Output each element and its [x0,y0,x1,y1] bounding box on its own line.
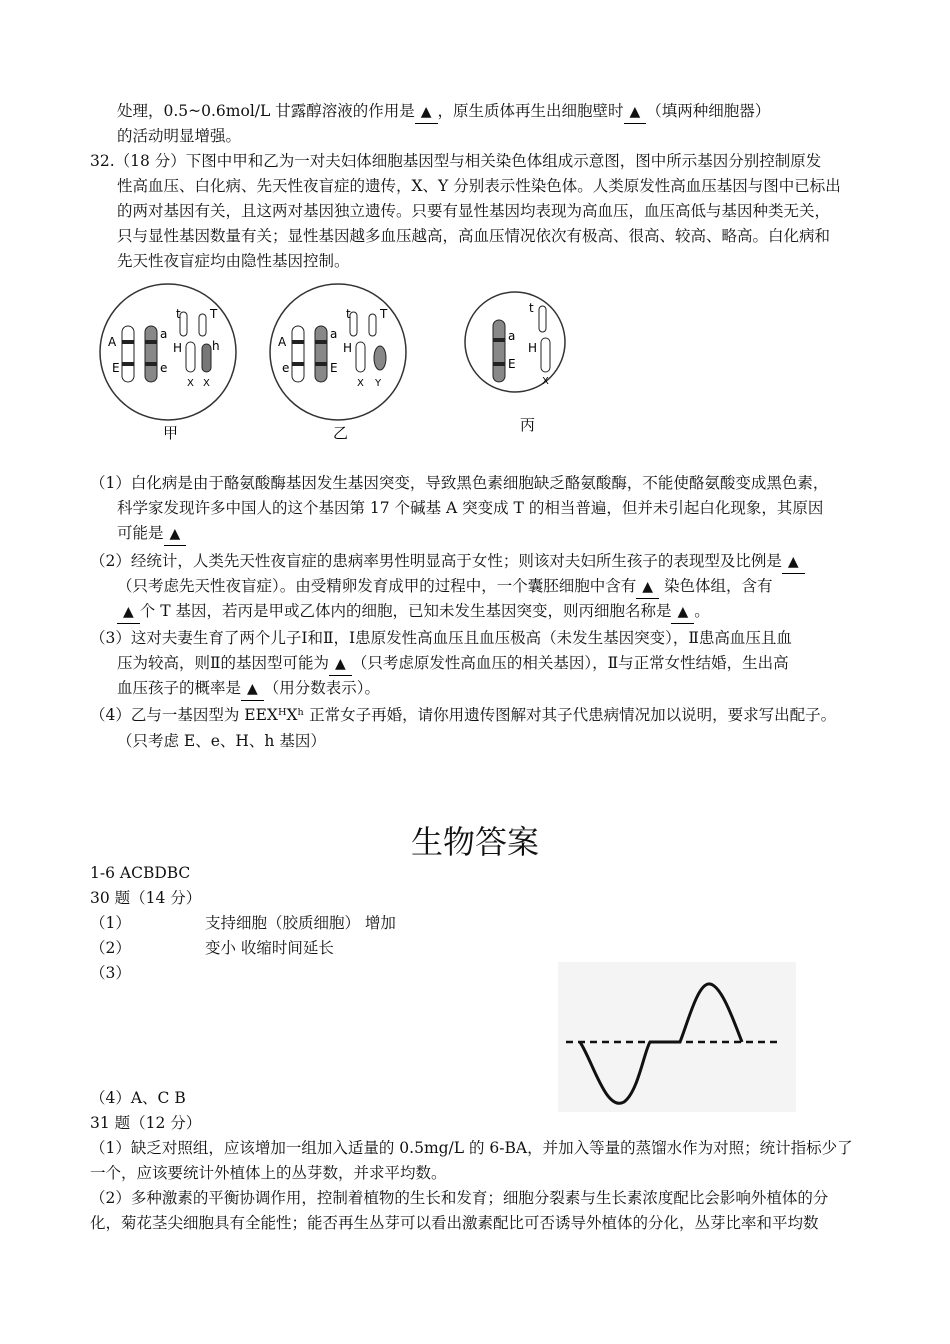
svg-text:X: X [542,376,549,387]
svg-text:H: H [528,341,538,355]
text-run: （只考虑原发性高血压的相关基因），Ⅱ与正常女性结婚，生出高 [351,654,789,672]
text-line [90,150,821,172]
svg-text:E: E [330,361,338,375]
text-line [90,962,131,984]
text-line [117,730,326,752]
text-run: 只与显性基因数量有关；显性基因越多血压越高，高血压情况依次有极高、很高、较高、略高。白化病和 [117,227,831,245]
text-run: （4）A、C B [90,1089,186,1107]
text-run: 30 题（14 分） [90,889,202,907]
svg-text:t: t [529,301,534,315]
text-run: 32.（18 分）下图中甲和乙为一对夫妇体细胞基因型与相关染色体组成示意图，图中所示基因分别控制原发 [90,152,822,170]
text-run: （2） [90,939,131,957]
answer-blank: ▲ [241,678,264,701]
text-run: 的两对基因有关，且这两对基因独立遗传。只要有显性基因均表现为高血压，血压高低与基因种类无关， [117,202,831,220]
text-run: 的活动明显增强。 [117,127,242,145]
text-run: （4）乙与一基因型为 EEXᴴXʰ 正常女子再婚，请你用遗传图解对其子代患病情况加以说明，要求写出配子。 [90,706,837,724]
svg-text:E: E [112,361,120,375]
svg-text:E: E [508,357,516,371]
answer-blank: ▲ [671,601,694,624]
svg-text:e: e [160,361,168,375]
svg-text:a: a [508,329,516,343]
text-run: 一个，应该要统计外植体上的丛芽数，并求平均数。 [90,1164,447,1182]
text-run: （2）经统计，人类先天性夜盲症的患病率男性明显高于女性；则该对夫妇所生孩子的表现型及比例是 [90,552,782,570]
text-run: 压为较高，则Ⅱ的基因型可能为 [117,654,330,672]
text-run: （填两种细胞器） [646,102,771,120]
text-line [117,497,823,519]
answer-title: 生物答案 [410,823,539,861]
svg-text:t: t [346,307,351,321]
chromosome-diagram [0,280,600,450]
text-line [117,125,241,147]
text-line [90,937,131,959]
text-line [90,912,131,934]
cell-bing [465,292,565,434]
svg-text:X: X [203,378,210,389]
text-line [90,887,201,909]
text-run: （2）多种激素的平衡协调作用，控制着植物的生长和发育；细胞分裂素与生长素浓度配比会影响外植体的分 [90,1189,829,1207]
text-run: （1）白化病是由于酪氨酸酶基因发生基因突变，导致黑色素细胞缺乏酪氨酸酶，不能使酪氨酸变成黑色素， [90,474,829,492]
text-line [90,1112,201,1134]
svg-text:H: H [343,341,353,355]
text-line [90,472,828,494]
text-run: 染色体组，含有 [659,577,773,595]
text-line [90,550,805,574]
text-line [90,704,836,726]
svg-text:h: h [212,339,220,353]
text-run: 科学家发现许多中国人的这个基因第 17 个碱基 A 突变成 T 的相当普遍，但并未引起白化现象，其原因 [117,499,824,517]
text-run: 血压孩子的概率是 [117,679,242,697]
svg-text:e: e [282,361,290,375]
text-line [117,175,841,197]
text-run: （1）缺乏对照组，应该增加一组加入适量的 0.5mg/L 的 6-BA，并加入等量的蒸馏水作为对照；统计指标少了 [90,1139,853,1157]
text-run: 化，菊花茎尖细胞具有全能性；能否再生丛芽可以看出激素配比可否诱导外植体的分化，丛芽比率和平均数 [90,1214,819,1232]
answer-blank: ▲ [329,653,352,676]
text-run: （只考虑先天性夜盲症）。由受精卵发育成甲的过程中，一个囊胚细胞中含有 [117,577,637,595]
text-line [90,1162,447,1184]
text-run: （3）这对夫妻生育了两个儿子Ⅰ和Ⅱ，Ⅰ患原发性高血压且血压极高（未发生基因突变），Ⅱ患高血压且血 [90,629,792,647]
text-run: 31 题（12 分） [90,1114,202,1132]
svg-text:Y: Y [375,378,382,389]
svg-text:H: H [173,341,183,355]
svg-text:T: T [380,307,388,321]
text-run: （3） [90,964,131,982]
text-run: 先天性夜盲症均由隐性基因控制。 [117,252,350,270]
text-line [90,1187,828,1209]
answer-blank: ▲ [117,601,140,624]
text-run: 个 T 基因，若丙是甲或乙体内的细胞，已知未发生基因突变，则丙细胞名称是 [139,602,672,620]
text-line [117,100,770,124]
text-line [205,937,334,959]
svg-text:X: X [357,378,364,389]
answer-blank: ▲ [164,523,187,546]
answer-blank: ▲ [782,551,805,574]
text-line [117,652,789,676]
svg-text:a: a [160,327,168,341]
text-run: ，原生质体再生出细胞壁时 [437,102,624,120]
svg-text:t: t [176,307,181,321]
cell-yi [270,284,406,442]
svg-text:T: T [210,307,218,321]
text-line [117,200,830,222]
text-run: 。 [694,602,710,620]
cell-caption: 丙 [520,416,536,434]
cell-caption: 甲 [163,424,179,442]
gene-label: A [108,335,117,349]
text-line [117,600,710,624]
text-run: 可能是 [117,524,164,542]
text-run: 支持细胞（胶质细胞） 增加 [205,914,396,932]
cell-caption: 乙 [333,424,349,442]
text-line [117,225,830,247]
text-line [205,912,396,934]
answer-blank: ▲ [415,101,438,124]
svg-text:X: X [187,378,194,389]
cell-jia [100,284,236,442]
text-line [117,522,186,546]
text-run: （只考虑 E、e、H、h 基因） [117,732,326,750]
text-run: 处理，0.5~0.6mol/L 甘露醇溶液的作用是 [117,102,415,120]
text-line [90,1212,819,1234]
text-run: （用分数表示）。 [263,679,381,697]
text-line [90,627,792,649]
text-line [90,862,190,884]
answer-blank: ▲ [636,576,659,599]
text-run: 性高血压、白化病、先天性夜盲症的遗传，X、Y 分别表示性染色体。人类原发性高血压基因与图中已标出 [117,177,841,195]
text-line [90,1087,186,1109]
svg-text:A: A [278,335,287,349]
svg-text:a: a [330,327,338,341]
answer-blank: ▲ [624,101,647,124]
text-line [90,1137,853,1159]
text-run: 变小 收缩时间延长 [205,939,334,957]
text-line [117,575,772,599]
text-run: 1-6 ACBDBC [90,864,191,882]
text-line [117,677,380,701]
text-run: （1） [90,914,131,932]
text-line [117,250,350,272]
action-potential-graph [558,962,796,1112]
